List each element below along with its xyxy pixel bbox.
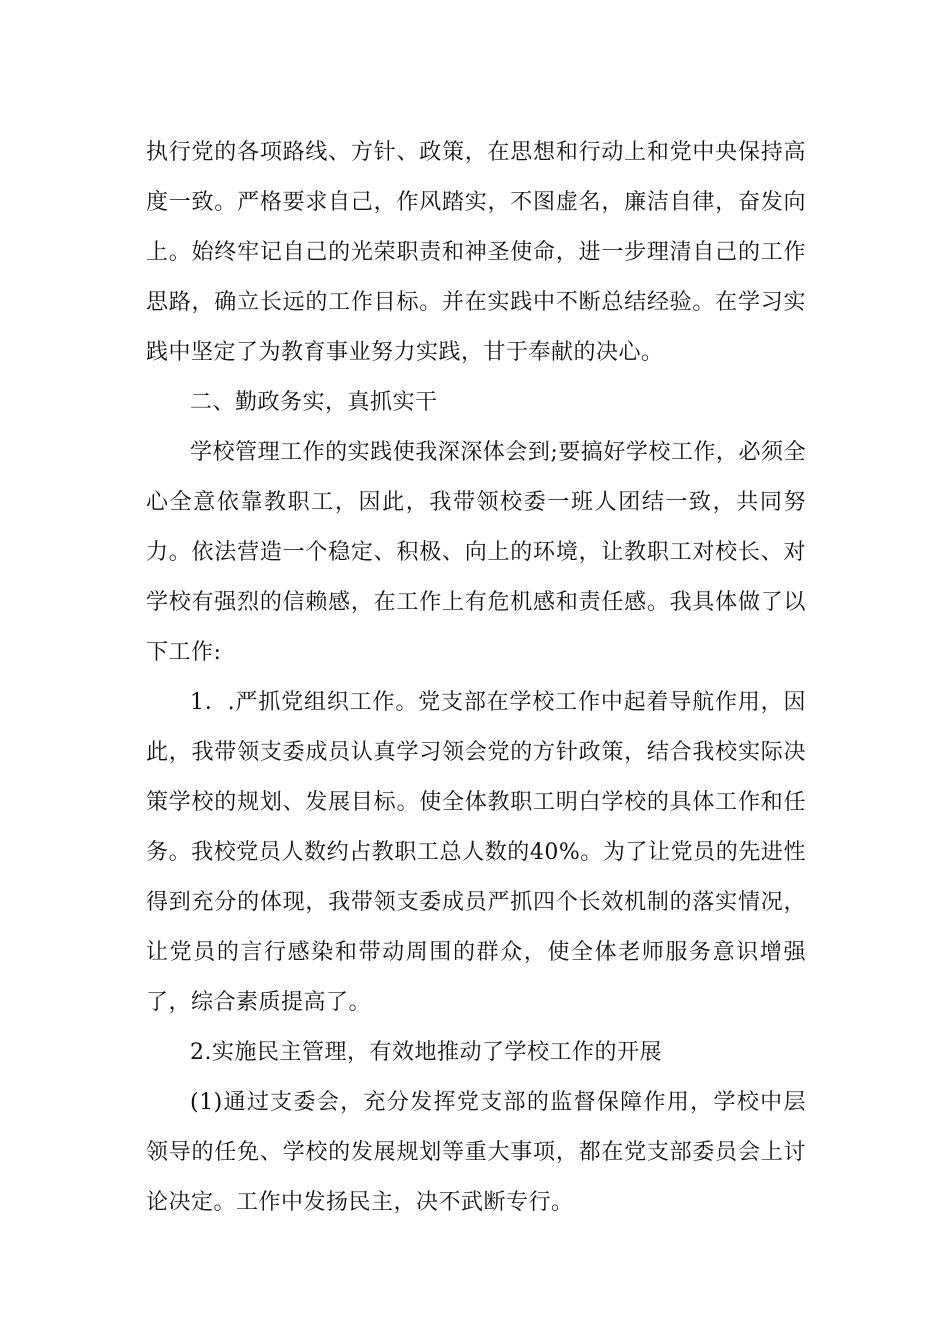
paragraph-4: 1．.严抓党组织工作。党支部在学校工作中起着导航作用，因此，我带领支委成员认真学习领会党的方针政策，结合我校实际决策学校的规划、发展目标。使全体教职工明白学校的具体工作和任务。我校党员人数约占教职工总人数的40%。为了让党员的先进性得到充分的体现，我带领支委成员严抓四个长效机制的落实情况，让党员的言行感染和带动周围的群众，使全体老师服务意识增强了，综合素质提高了。	[146, 690, 806, 1015]
section-heading-2: 二、勤政务实，真抓实干	[190, 390, 438, 415]
paragraph-3: 学校管理工作的实践使我深深体会到;要搞好学校工作，必须全心全意依靠教职工，因此，我带领校委一班人团结一致，共同努力。依法营造一个稳定、积极、向上的环境，让教职工对校长、对学校有强烈的信赖感，在工作上有危机感和责任感。我具体做了以下工作:	[146, 440, 806, 665]
paragraph-1: 执行党的各项路线、方针、政策，在思想和行动上和党中央保持高度一致。严格要求自己，作风踏实，不图虚名，廉洁自律，奋发向上。始终牢记自己的光荣职责和神圣使命，进一步理清自己的工作思路，确立长远的工作目标。并在实践中不断总结经验。在学习实践中坚定了为教育事业努力实践，甘于奉献的决心。	[146, 140, 806, 365]
paragraph-6: (1)通过支委会，充分发挥党支部的监督保障作用，学校中层领导的任免、学校的发展规划等重大事项，都在党支部委员会上讨论决定。工作中发扬民主，决不武断专行。	[146, 1090, 806, 1215]
document-body	[146, 128, 806, 1228]
subheading-5: 2.实施民主管理，有效地推动了学校工作的开展	[190, 1040, 662, 1065]
